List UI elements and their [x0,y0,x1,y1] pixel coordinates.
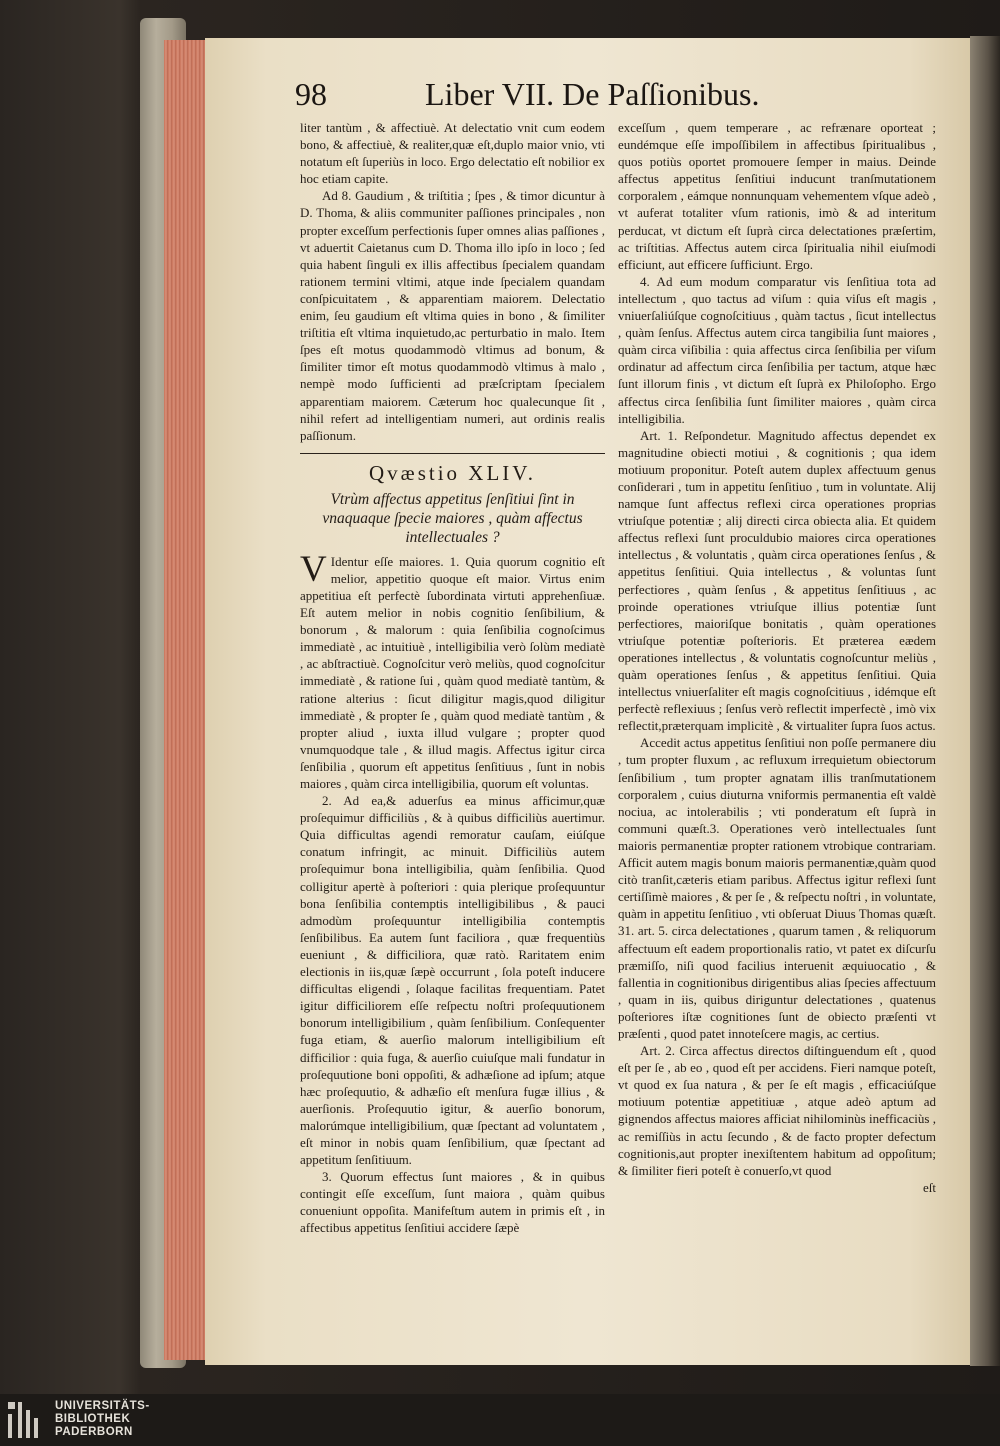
footer-bar [0,1394,1000,1446]
drop-cap: V [300,548,327,590]
library-name-line2: BIBLIOTHEK [55,1413,131,1425]
right-column [618,119,936,1196]
running-title: Liber VII. De Paſſionibus. [425,76,760,112]
paragraph-continuation: liter tantùm , & affectiuè. At delectatio vnit cum eodem bono, & affectiuè, & realiter,quæ eſt,duplo maior vnio, vti notatum eſt ſuperiùs in loco. Ergo delectatio eſt nobilior ex hoc etiam capite. [300,120,605,187]
paragraph-art-2: Art. 2. Circa affectus directos diſtinguendum eſt , quod eſt per ſe , ab eo , quod eſt per accidens. Fieri namque poteſt, vt quod ex ſua natura , & per ſe eſt magis , efficaciúſque motiuum potentiæ appetitiuæ , atque adeò aptum ad gignendos affectus maiores afficiat nihilominùs inefficaciùs , ac remiſſiùs in actu ſecundo , & de facto propter defectum cognitionis,aut propter inexiſtentem habitum ad oppoſitum; & ſimiliter fieri poteſt è conuerſo,vt quod [618,1043,936,1178]
catchword: eſt [923,1179,936,1195]
paragraph-accedit: Accedit actus appetitus ſenſitiui non poſſe permanere diu , tum propter fluxum , ac refluxum irrequietum obiectorum ſenſibilium , tum propter agnatam illis tranſmutationem corporalem , cuius diuturna vniformis permanentia eſt valdè nociua, ac intolerabilis ; vti ponderatum eſt ſuprà in communi quæſt.3. Operationes verò intellectuales ſunt maioris permanentiæ propter rationem vtrobique contrariam. Afficit autem magis bonum maioris permanentiæ,quàm quod citò tranſit,cæteris etiam paribus. Affectus igitur reflexi ſunt certiſſimè maiores , & per ſe , & reſpectu noſtri , in voluntate, quàm in appetitu ſenſitiuo , vti obſeruat Diuus Thomas quæſt. 31. art. 5. circa delectationes , quarum tamen , & reliquorum affectuum eſt eadem proportionalis ratio, vt patet ex diſcurſu præmiſſo, niſi quod facilius interuenit æquiuocatio , & fallentia in cognitionibus dirigentibus alias ſpecies affectuum , quam in iis, quibus diriguntur delectationes , quatenus poſteriores iſtæ cognitiones ſunt de obiecto præſenti vt præſenti , quod patet innoteſcere magis, ac certius. [618,735,936,1041]
paragraph-continuation-right: exceſſum , quem temperare , ac refrænare oporteat ; eundémque eſſe impoſſibilem in affectibus ſpiritualibus , quos potiùs oportet promouere ſemper in maius. Deinde affectus appetitus ſenſitiui inducunt tranſmutationem corporalem , eámque nonnunquam vehementem vſque adeò , vt auferat totaliter vſum rationis, imò & ad interitum perducat, vt dictum eſt ſuprà circa delectationes præſertim, ac triſtitias. Affectus autem circa ſpiritualia nihil eiuſmodi efficiunt, aut efficere ſufficiunt. Ergo. [618,120,936,272]
page-header [295,76,815,120]
question-title: Qvæstio XLIV. [369,460,536,485]
question-subtitle: Vtrùm affectus appetitus ſenſitiui ſint in vnaquaque ſpecie maiores , quàm affectus intellectuales ? [322,490,583,546]
paragraph-3: 3. Quorum effectus ſunt maiores , & in quibus contingit eſſe exceſſum, ſunt maiora , quàm quibus conueniunt oppoſita. Manifeſtum autem in primis eſt , in affectibus appetitus ſenſitiui accidere ſæpè [300,1169,605,1236]
book-right-edge [970,36,1000,1366]
library-logo-icon [6,1400,46,1440]
library-name [55,1400,150,1439]
paragraph-first-text: Identur eſſe maiores. 1. Quia quorum cognitio eſt melior, appetitio quoque eſt maior. Virtus enim appetitiua eſt perfectè ſubordinata virtuti apprehenſiuæ. Eſt autem melior in nobis cognitio ſenſibilium, & bonorum , & malorum : quia ſenſibilia cognoſcimus immediatè , ac intuitiuè , intelligibilia verò ſolùm mediatè , ac abſtractiuè. Cognoſcitur verò meliùs, quod cognoſcitur immediatè , & ratione ſui , quàm quod mediatè tantùm, & ratione alterius : ſicut diligitur magis,quod diligitur immediatè , & propter ſe , quàm quod mediatè tantùm , & propter aliud , iuxta illud vulgare ; propter quod vnumquodque tale , & illud magis. Affectus igitur circa ſenſibilia , quorum eſt appetitus ſenſitiuus , ſunt in nobis maiores , quàm circa intelligibilia, quorum eſt voluntas. [300,553,605,791]
paragraph-first [300,548,605,792]
library-name-line3: PADERBORN [55,1426,133,1438]
paragraph-art-1: Art. 1. Reſpondetur. Magnitudo affectus dependet ex magnitudine obiecti motiui , & cognitionis ; qua idem motiuum proponitur. Poteſt autem duplex affectuum genus conſiderari , tum in appetitu ſenſitiuo , tum in voluntate. Alij namque ſunt affectus reflexi circa operationes proprias vtriuſque potentiæ ; alij directi circa obiecta alia. Et quidem affectus reflexi ſunt proculdubio maiores circa operationes intellectus , & voluntatis , quàm circa operationes ſenſus , & appetitus ſenſitiui. Quia intellectus , & voluntas ſunt perfectiores , quàm ſenſus , & appetitus ſenſitiuus , ac proinde operationes vtriuſque illius potentiæ ſunt perfectiores, maioriſque bonitatis , quàm operationes vtriuſque potentiæ poſterioris. Et præterea eædem operationes intellectus , & voluntatis cognoſcuntur meliùs , quàm operationes ſenſus , & appetitus ſenſitiui. Quia intellectus vniuerſaliter eſt magis cognoſcitiuus , idémque eſt perfectè reflexiuus ; ſenſus verò reflectit imperfectè , imò vix reflectit,præterquam implicitè , & virtualiter ſupra ſuos actus. [618,427,936,734]
paragraph-2: 2. Ad ea,& aduerſus ea minus afficimur,quæ proſequimur difficiliùs , & à quibus difficiliùs auertimur. Quia difficultas agendi remoratur cauſam, eiúſque conatum infringit, ac minuit. Difficiliùs autem proſequimur bona intelligibilia, quàm ſenſibilia. Quod colligitur apertè à poſteriori : quia plerique proſequuntur bona ſenſibilia contemptis intelligibilibus , & pauci admodùm proſequuntur intelligibilia contemptis ſenſibilibus. Ea autem ſunt faciliora , quæ frequentiùs eueniunt , & difficiliora, quæ ratò. Raritatem enim electionis in iis,quæ ſæpè occurrunt , ſola poteſt inducere difficultas eligendi , ſolaque facilitas frequentiam. Patet igitur difficiliorem eſſe reſpectu noſtri proſequutionem bonorum intelligibilium , quàm ſenſibilium. Conſequenter fuga etiam, & auerſio malorum intelligibilium eſt difficilior : quia fuga, & auerſio cuiuſque mali fundatur in proſequutione boni oppoſiti, & adhæſione ad ipſum; atque hæc proſequutio, & adhæſio eſt menſura fugæ illius , & auerſionis. Proſequutio igitur, & auerſio bonorum, malorúmque intelligibilium, quæ ſpectant ad voluntatem , eſt minor in nobis quam ſenſibilium, quæ ſpectant ad appetitum ſenſitiuum. [300,793,605,1168]
paragraph-ad-8: Ad 8. Gaudium , & triſtitia ; ſpes , & timor dicuntur à D. Thoma, & aliis communiter paſſiones principales , non propter exceſſum perfectionis ſuper omnes alias paſſiones , vt aduertit Caietanus cum D. Thoma illo ipſo in loco ; ſed quia habent ſinguli ex illis affectibus ſpecialem quandam rationem termini vltimi, atque inde ſpecialem quandam conſpicuitatem , & apparentiam maiorem. Delectatio enim, ſeu gaudium eſt vltima quies in bono , & ſimiliter triſtitia eſt vltima inquietudo,ac perturbatio in malo. Item ſpes eſt motus quodammodò vltimus ad bonum, & ſimiliter timor eſt motus quodammodò vltimus à malo , nempè modo ſufficienti ad præſcriptam ſpecialem apparentiam maiorem. Cæterum hoc qualecunque ſit , nihil refert ad intelligentiam numeri, aut ordinis realis paſſionum. [300,188,605,443]
library-name-line1: UNIVERSITÄTS- [55,1400,150,1412]
page-edges [164,40,208,1360]
page-number: 98 [295,76,327,112]
section-rule [300,453,605,454]
paragraph-4: 4. Ad eum modum comparatur vis ſenſitiua tota ad intellectum , quo tactus ad viſum : quia viſus eſt magis , vniuerſaliúſque cognoſcitiuus , quàm tactus , ſicut intellectus , quàm ſenſus. Affectus autem circa tangibilia ſunt maiores , quàm circa viſibilia : quia affectus circa ſenſibilia per viſum ordinatur ad affectum circa ſenſibilia per tactum, atque hæc ſunt illorum finis , vt dictum eſt ſuprà ex Philoſopho. Ergo affectus circa ſenſibilia ſunt ſimiliter maiores , quàm circa intelligibilia. [618,273,936,426]
left-column [300,119,605,1237]
